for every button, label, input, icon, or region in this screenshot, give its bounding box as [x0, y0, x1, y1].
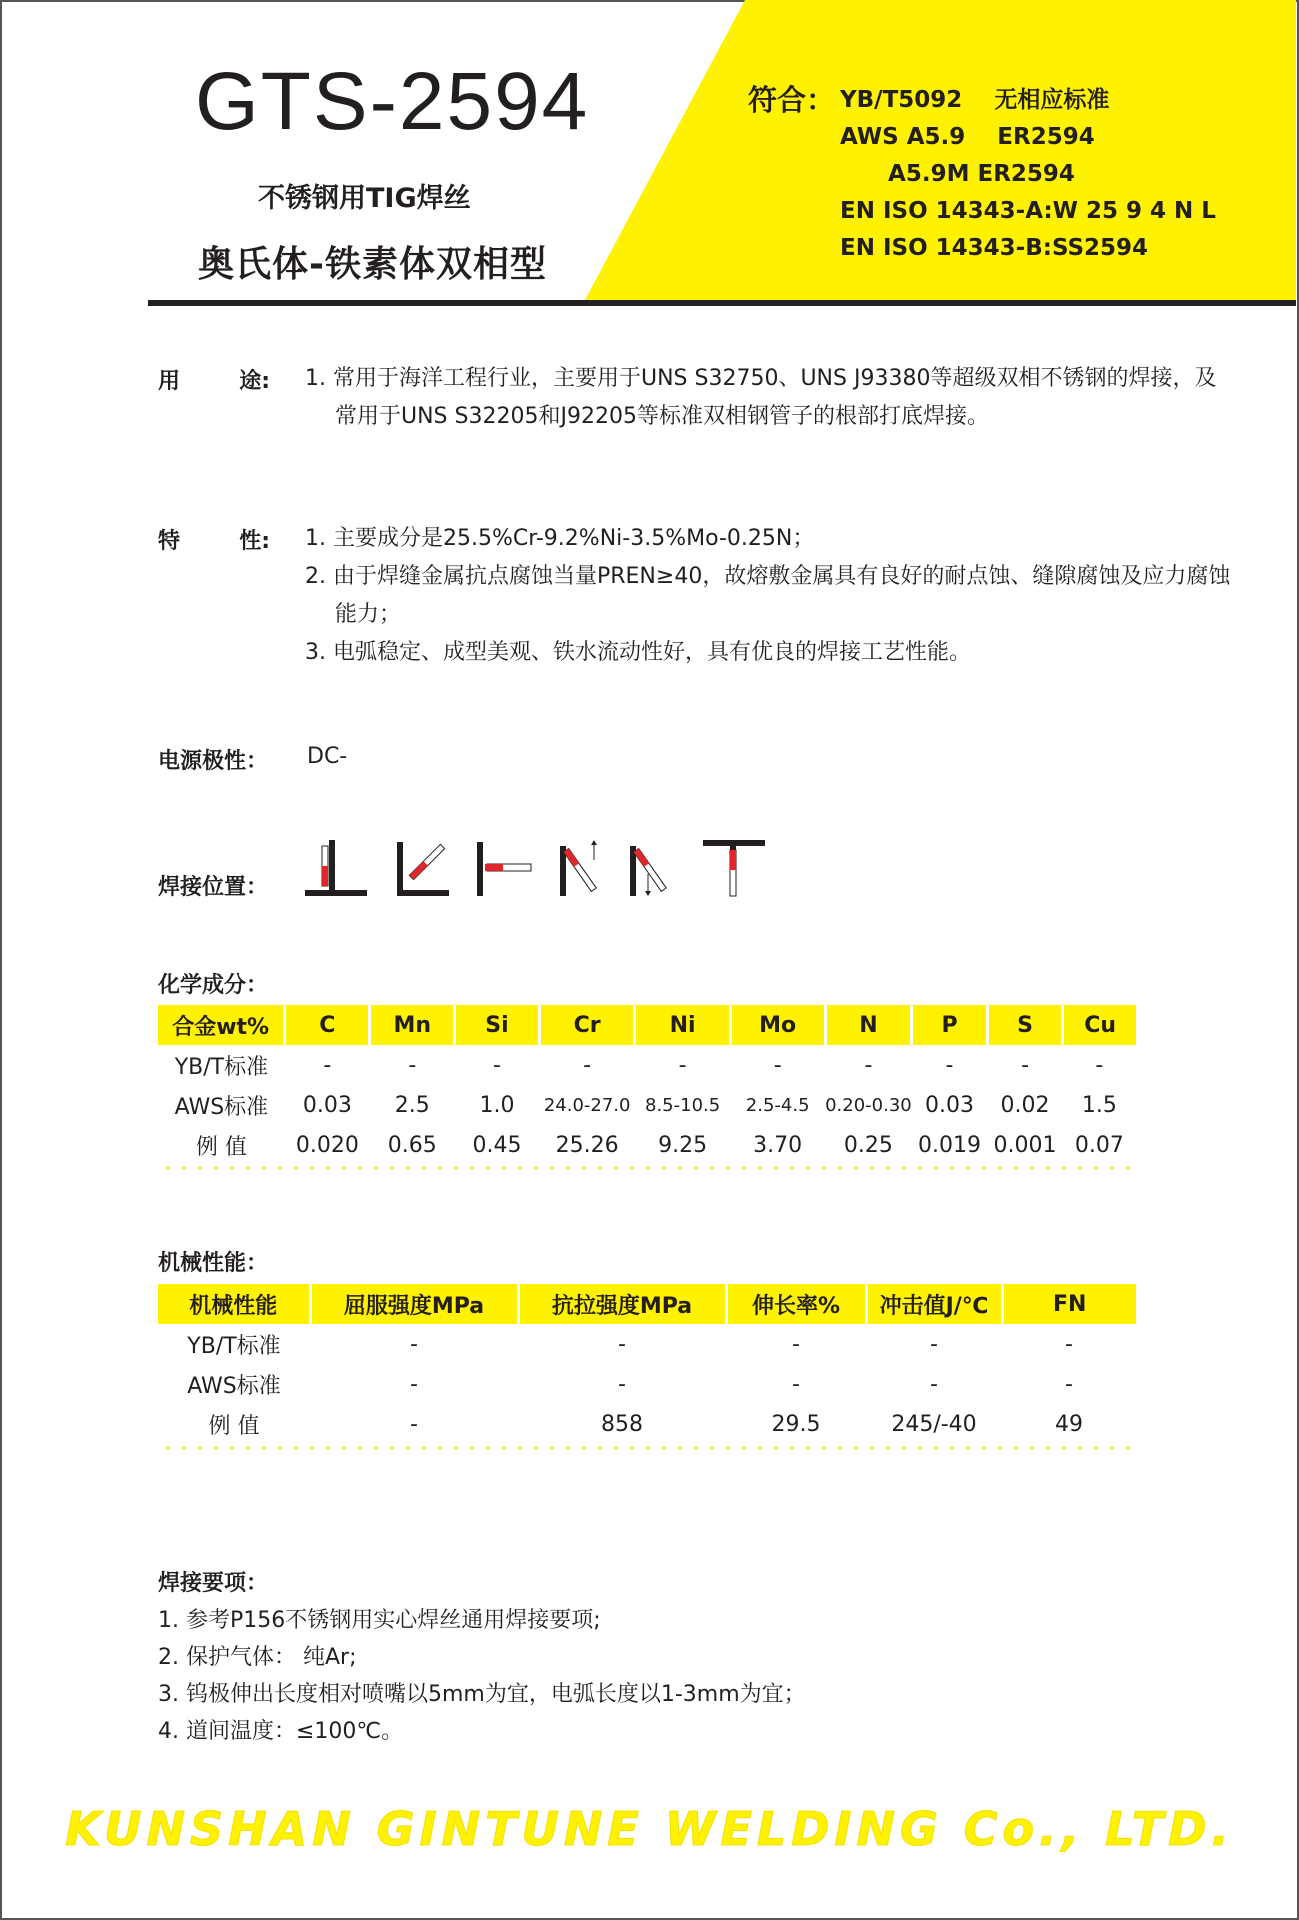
table-cell: 9.25 [658, 1132, 708, 1158]
table-cell: 3.70 [753, 1132, 803, 1158]
note-item: 2. 保护气体： 纯Ar; [158, 1645, 357, 1670]
chemical-title: 化学成分： [158, 973, 269, 998]
table-header-cell: 合金wt% [158, 1005, 285, 1045]
product-title: GTS-2594 [195, 56, 590, 147]
conform-line: AWS A5.9 ER2594 [840, 124, 1095, 150]
polarity-label: 电源极性： [158, 749, 269, 774]
mechanical-dotted-divider [160, 1446, 1130, 1450]
overhead-position-icon [703, 840, 765, 896]
welding-notes [158, 1565, 806, 1750]
table-cell: 0.03 [925, 1092, 974, 1118]
table-header-cell: FN [1002, 1284, 1136, 1324]
notes-title: 焊接要项： [158, 1571, 269, 1596]
table-cell: - [618, 1371, 626, 1397]
conform-line: YB/T5092 无相应标准 [840, 87, 1110, 113]
table-header-row [158, 1005, 1136, 1045]
table-header-cell: 屈服强度MPa [310, 1284, 518, 1324]
table-cell: 0.65 [387, 1132, 437, 1158]
table-cell: - [930, 1371, 938, 1397]
usage-label: 用 途: [158, 369, 270, 394]
table-cell: - [1065, 1371, 1073, 1397]
table-cell: 0.07 [1074, 1132, 1124, 1158]
table-cell: 0.001 [993, 1132, 1057, 1158]
table-row [158, 1045, 1136, 1085]
company-name: KUNSHAN GINTUNE WELDING Co., LTD. [65, 1802, 1234, 1856]
table-header-cell: S [987, 1005, 1063, 1045]
conform-line: A5.9M ER2594 [840, 161, 1075, 187]
table-cell: - [792, 1371, 800, 1397]
table-cell: - [930, 1331, 938, 1357]
conform-line: EN ISO 14343-A:W 25 9 4 N L [840, 198, 1216, 224]
product-subtitle: 不锈钢用TIG焊丝 [258, 183, 471, 214]
chemical-table [158, 1005, 1136, 1165]
table-header-row [158, 1284, 1136, 1324]
conform-standards [840, 82, 1216, 267]
table-header-cell: Ni [635, 1005, 730, 1045]
table-cell: 245/-40 [891, 1411, 977, 1437]
feature-item: 1. 主要成分是25.5%Cr-9.2%Ni-3.5%Mo-0.25N； [305, 526, 815, 551]
table-cell: 0.020 [295, 1132, 359, 1158]
table-header-cell: 伸长率% [726, 1284, 866, 1324]
mechanical-table [158, 1284, 1136, 1444]
row-label: AWS标准 [187, 1373, 281, 1399]
note-item: 4. 道间温度：≤100℃。 [158, 1719, 404, 1744]
table-cell: 2.5-4.5 [745, 1094, 810, 1116]
table-cell: - [864, 1052, 873, 1078]
row-label: YB/T标准 [174, 1054, 269, 1080]
vertical-up-position-icon [560, 840, 597, 896]
row-label: YB/T标准 [187, 1333, 281, 1359]
table-cell: 0.20-0.30 [825, 1094, 912, 1116]
table-cell: - [408, 1052, 417, 1078]
table-cell: - [583, 1052, 592, 1078]
table-row [158, 1364, 1136, 1404]
table-cell: 0.03 [302, 1092, 352, 1118]
welding-positions [305, 840, 775, 900]
table-cell: - [323, 1052, 332, 1078]
table-cell: 25.26 [555, 1132, 619, 1158]
conform-label: 符合： [748, 83, 836, 117]
row-label: 例 值 [208, 1413, 260, 1439]
table-header-cell: Cu [1063, 1005, 1136, 1045]
horizontal-fillet-position-icon [397, 842, 449, 896]
table-cell: - [410, 1411, 418, 1437]
product-type: 奥氏体-铁素体双相型 [198, 244, 547, 285]
chemical-dotted-divider [160, 1166, 1130, 1170]
table-cell: 49 [1055, 1411, 1083, 1437]
table-header-cell: 机械性能 [158, 1284, 310, 1324]
table-cell: 0.45 [472, 1132, 522, 1158]
table-cell: - [1065, 1331, 1073, 1357]
table-cell: 1.0 [479, 1092, 515, 1118]
table-cell: 0.019 [918, 1132, 981, 1158]
table-cell: 0.02 [1000, 1092, 1050, 1118]
table-header-cell: Mn [370, 1005, 455, 1045]
table-cell: - [410, 1331, 418, 1357]
table-cell: - [773, 1052, 782, 1078]
usage-text [305, 360, 1235, 436]
horizontal-position-icon [477, 842, 531, 896]
flat-fillet-position-icon [305, 840, 367, 896]
table-header-cell: 冲击值J/℃ [866, 1284, 1002, 1324]
note-item: 3. 钨极伸出长度相对喷嘴以5mm为宜，电弧长度以1-3mm为宜； [158, 1682, 806, 1707]
table-cell: - [678, 1052, 687, 1078]
usage-item: 1. 常用于海洋工程行业，主要用于UNS S32750、UNS J93380等超级双相不锈钢的焊接，及常用于UNS S32205和J92205等标准双相钢管子的根部打底焊接。 [305, 366, 1217, 429]
table-header-cell: P [912, 1005, 988, 1045]
table-cell: 858 [601, 1411, 643, 1437]
table-row [158, 1125, 1136, 1165]
table-cell: - [1095, 1052, 1104, 1078]
header-divider [148, 300, 1296, 306]
table-cell: - [1021, 1052, 1030, 1078]
feature-item: 2. 由于焊缝金属抗点腐蚀当量PREN≥40，故熔敷金属具有良好的耐点蚀、缝隙腐蚀及应力腐蚀能力； [305, 564, 1231, 627]
vertical-down-position-icon [630, 846, 666, 896]
mechanical-title: 机械性能： [158, 1251, 269, 1276]
table-cell: 1.5 [1081, 1092, 1117, 1118]
table-row [158, 1324, 1136, 1364]
table-row [158, 1404, 1136, 1444]
table-header-cell: Cr [539, 1005, 635, 1045]
table-header-cell: Mo [730, 1005, 825, 1045]
table-header-cell: N [825, 1005, 912, 1045]
table-cell: 8.5-10.5 [645, 1094, 721, 1116]
feature-item: 3. 电弧稳定、成型美观、铁水流动性好，具有优良的焊接工艺性能。 [305, 640, 971, 665]
features-label: 特 性: [158, 529, 270, 554]
note-item: 1. 参考P156不锈钢用实心焊丝通用焊接要项; [158, 1608, 601, 1633]
table-cell: - [493, 1052, 501, 1078]
table-cell: 2.5 [394, 1092, 430, 1118]
table-header-cell: C [285, 1005, 370, 1045]
table-cell: 24.0-27.0 [543, 1094, 631, 1116]
table-cell: - [410, 1371, 418, 1397]
table-row [158, 1085, 1136, 1125]
row-label: 例 值 [195, 1134, 247, 1160]
table-header-cell: 抗拉强度MPa [518, 1284, 726, 1324]
table-cell: - [945, 1052, 954, 1078]
table-cell: 0.25 [843, 1132, 893, 1158]
table-cell: 29.5 [771, 1411, 821, 1437]
table-cell: - [618, 1331, 626, 1357]
polarity-value: DC- [307, 744, 348, 769]
positions-label: 焊接位置： [158, 875, 269, 900]
features-text [305, 520, 1235, 672]
row-label: AWS标准 [174, 1094, 269, 1120]
table-cell: - [792, 1331, 800, 1357]
table-header-cell: Si [455, 1005, 540, 1045]
conform-line: EN ISO 14343-B:SS2594 [840, 235, 1149, 261]
